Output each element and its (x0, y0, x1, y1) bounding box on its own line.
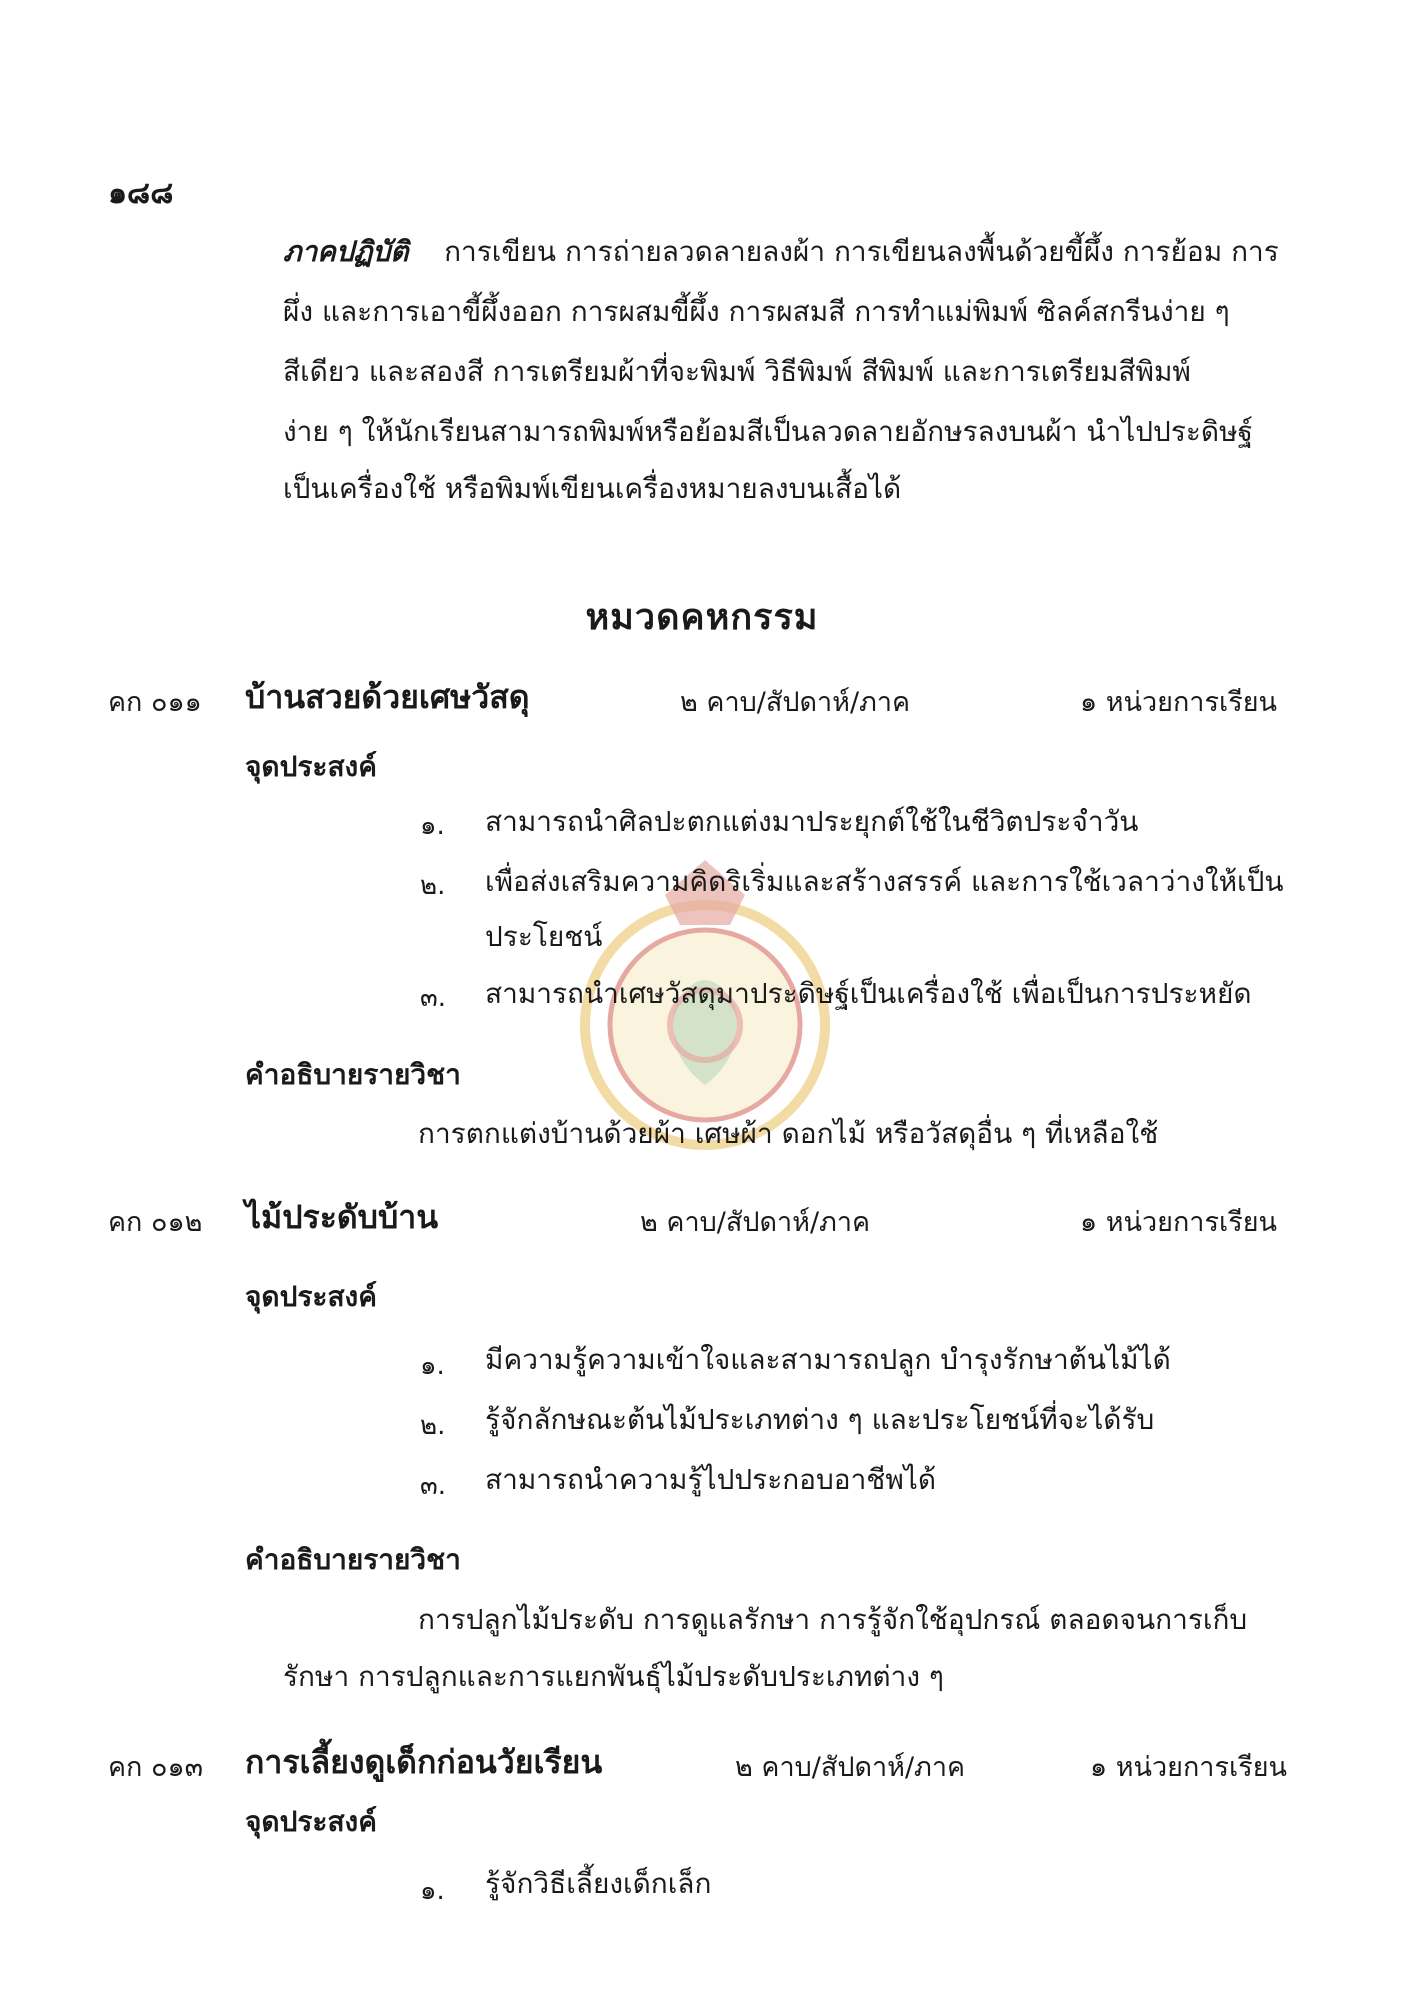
practice-line-5: เป็นเครื่องใช้ หรือพิมพ์เขียนเครื่องหมายลงบนเสื้อได้ (283, 472, 902, 505)
practice-text-1: การเขียน การถ่ายลวดลายลงผ้า การเขียนลงพื้นด้วยขี้ผึ้ง การย้อม การ (444, 235, 1279, 268)
course-code: คก ๐๑๓ (108, 1752, 204, 1783)
objective-text: เพื่อส่งเสริมความคิดริเริ่มและสร้างสรรค์ และการใช้เวลาว่างให้เป็น (485, 865, 1284, 898)
objective-number: ๓. (420, 1471, 447, 1501)
objective-number: ๓. (420, 983, 447, 1013)
course-credit: ๑ หน่วยการเรียน (1090, 1752, 1287, 1783)
description-text: การตกแต่งบ้านด้วยผ้า เศษผ้า ดอกไม้ หรือวัสดุอื่น ๆ ที่เหลือใช้ (418, 1117, 1159, 1150)
description-text: รักษา การปลูกและการแยกพันธุ์ไม้ประดับประเภทต่าง ๆ (283, 1660, 944, 1693)
objectives-label: จุดประสงค์ (245, 1280, 377, 1313)
section-title: หมวดคหกรรม (585, 597, 819, 638)
course-credit: ๑ หน่วยการเรียน (1080, 687, 1277, 718)
practice-line-4: ง่าย ๆ ให้นักเรียนสามารถพิมพ์หรือย้อมสีเป็นลวดลายอักษรลงบนผ้า นำไปประดิษฐ์ (283, 415, 1253, 448)
practice-line-3: สีเดียว และสองสี การเตรียมผ้าที่จะพิมพ์ วิธีพิมพ์ สีพิมพ์ และการเตรียมสีพิมพ์ (283, 355, 1191, 388)
course-hours: ๒ คาบ/สัปดาห์/ภาค (680, 687, 911, 718)
objective-number: ๑. (420, 811, 445, 841)
description-text: การปลูกไม้ประดับ การดูแลรักษา การรู้จักใช้อุปกรณ์ ตลอดจนการเก็บ (418, 1603, 1248, 1636)
description-label: คำอธิบายรายวิชา (245, 1058, 461, 1091)
course-credit: ๑ หน่วยการเรียน (1080, 1207, 1277, 1238)
page-number: ๑๘๘ (108, 176, 174, 211)
objective-number: ๒. (420, 871, 446, 901)
objective-text: สามารถนำศิลปะตกแต่งมาประยุกต์ใช้ในชีวิตประจำวัน (485, 805, 1139, 838)
course-title: การเลี้ยงดูเด็กก่อนวัยเรียน (245, 1743, 603, 1781)
objective-text-cont: ประโยชน์ (485, 920, 603, 953)
practice-line-1 (283, 230, 1279, 274)
course-hours: ๒ คาบ/สัปดาห์/ภาค (640, 1207, 871, 1238)
course-title: ไม้ประดับบ้าน (245, 1198, 439, 1236)
objectives-label: จุดประสงค์ (245, 750, 377, 783)
course-code: คก ๐๑๑ (108, 687, 202, 718)
course-code: คก ๐๑๒ (108, 1207, 203, 1238)
practice-line-2: ผึ่ง และการเอาขี้ผึ้งออก การผสมขี้ผึ้ง การผสมสี การทำแม่พิมพ์ ซิลค์สกรีนง่าย ๆ (283, 295, 1230, 328)
objective-text: สามารถนำความรู้ไปประกอบอาชีพได้ (485, 1463, 937, 1496)
description-label: คำอธิบายรายวิชา (245, 1543, 461, 1576)
objective-text: สามารถนำเศษวัสดุมาประดิษฐ์เป็นเครื่องใช้ เพื่อเป็นการประหยัด (485, 977, 1252, 1010)
objective-text: มีความรู้ความเข้าใจและสามารถปลูก บำรุงรักษาต้นไม้ได้ (485, 1343, 1171, 1376)
practice-lead: ภาคปฏิบัติ (283, 235, 409, 268)
course-hours: ๒ คาบ/สัปดาห์/ภาค (735, 1752, 966, 1783)
objective-text: รู้จักวิธีเลี้ยงเด็กเล็ก (485, 1867, 712, 1900)
objective-text: รู้จักลักษณะต้นไม้ประเภทต่าง ๆ และประโยชน์ที่จะได้รับ (485, 1403, 1155, 1436)
objective-number: ๑. (420, 1876, 445, 1906)
objectives-label: จุดประสงค์ (245, 1805, 377, 1838)
course-title: บ้านสวยด้วยเศษวัสดุ (245, 678, 530, 716)
objective-number: ๒. (420, 1411, 446, 1441)
objective-number: ๑. (420, 1351, 445, 1381)
